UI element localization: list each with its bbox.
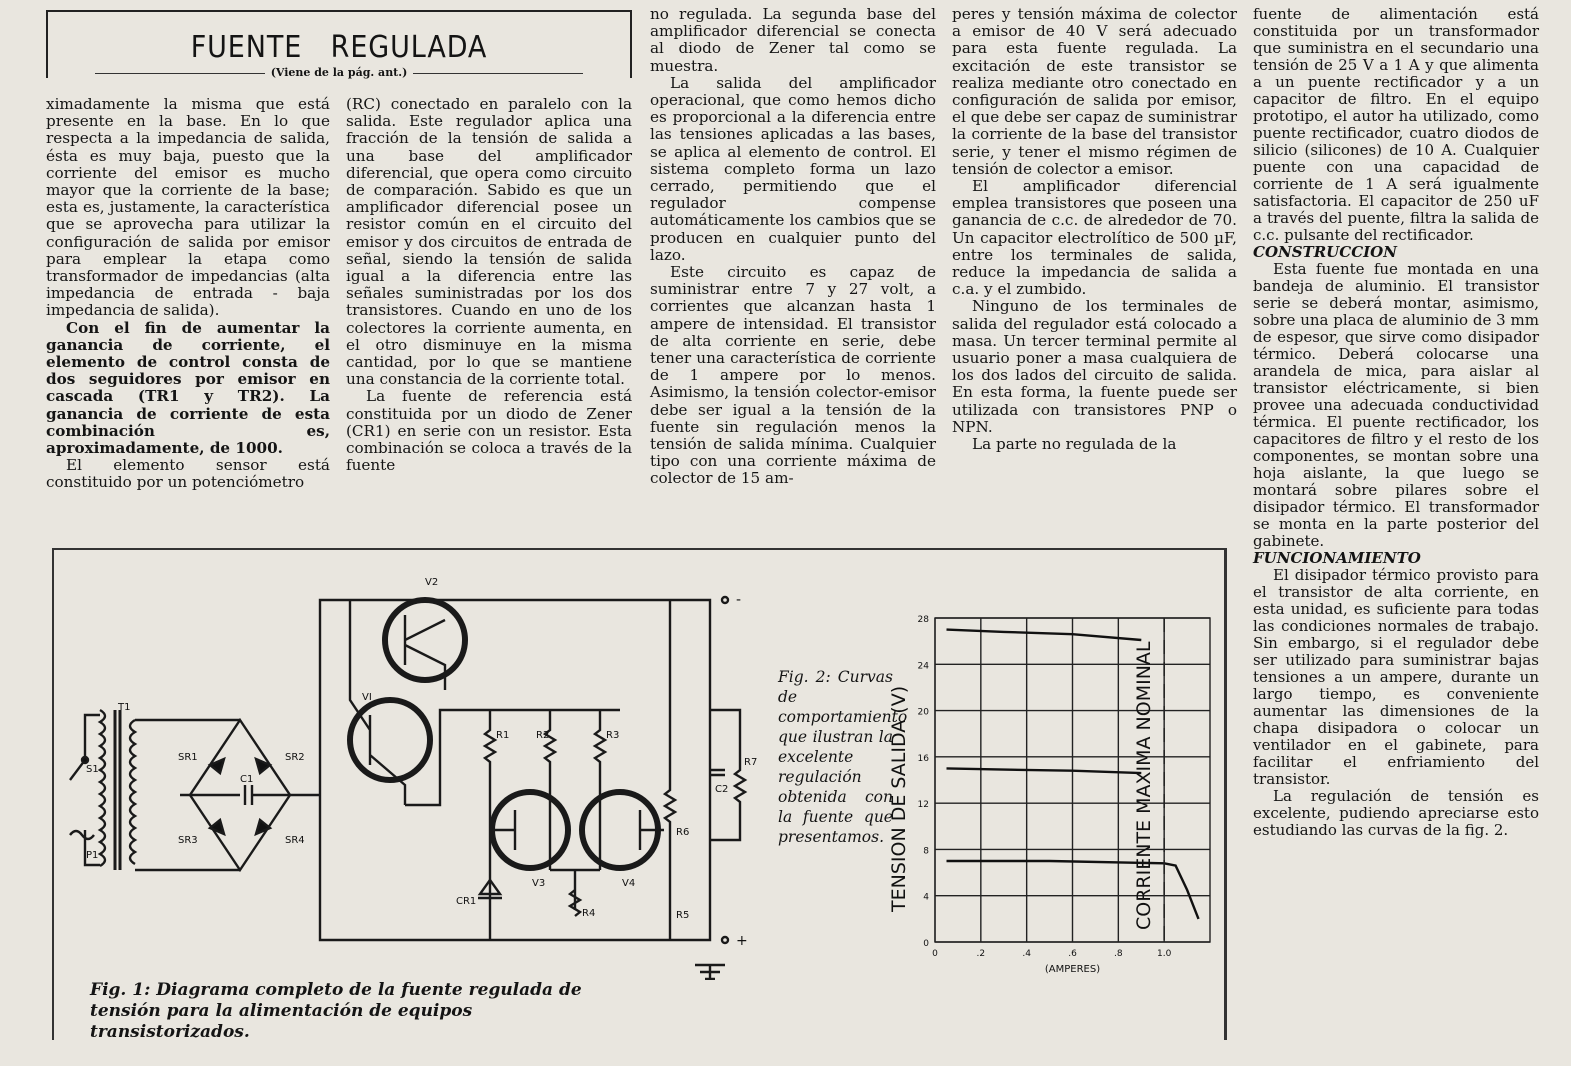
r1-label: R1 [496, 730, 510, 741]
c1-label: C1 [240, 774, 254, 785]
r2-label: R2 [536, 730, 550, 741]
column-3 [650, 6, 936, 488]
diode-icon [210, 759, 270, 834]
ground-icon [695, 965, 725, 980]
x-tick-label: .8 [1114, 949, 1123, 959]
page-title: FUENTE REGULADA [190, 30, 488, 65]
y-tick-label: 12 [917, 800, 929, 811]
regulation-chart [880, 600, 1220, 990]
cr1-label: CR1 [456, 896, 477, 907]
paragraph: El elemento sensor está constituido por un potenciómetro [46, 456, 330, 492]
sr2-label: SR2 [285, 752, 305, 763]
x-tick-label: .6 [1068, 949, 1077, 959]
transistor-v2-icon [385, 600, 465, 680]
column-5 [1253, 6, 1539, 839]
paragraph: no regulada. La segunda base del amplificador diferencial se conecta al diodo de Zener tal como se muestra. [650, 5, 936, 75]
y-tick-label: 4 [923, 892, 929, 903]
figure-2-caption: Fig. 2: Curvas de comportamiento que ilustran la excelente regulación obtenida con la fuente que presentamos. [778, 668, 908, 846]
sr4-label: SR4 [285, 835, 305, 846]
paragraph: Ninguno de los terminales de salida del regulador está colocado a masa. Un tercer terminal permite al usuario poner a masa cualquiera de los dos lados del circuito de salida. En esta forma, la fuente puede ser utilizada con transistores PNP o NPN. [952, 297, 1237, 436]
paragraph: Con el fin de aumentar la ganancia de corriente, el elemento de control consta de dos seguidores por emisor en cascada (TR1 y TR2). La ganancia de corriente de esta combinación es, aproximadamente, de 1000. [46, 318, 330, 458]
circuit-schematic [60, 560, 770, 980]
t1-label: T1 [118, 702, 131, 713]
r6-label: R6 [676, 827, 690, 838]
series-line [947, 630, 1142, 640]
y-tick-label: 20 [917, 707, 929, 718]
paragraph: peres y tensión máxima de colector a emisor de 40 V será adecuado para esta fuente regulada. La excitación de este transistor se realiza mediante otro conectado en configuración de salida por emisor, el que debe ser capaz de suministrar la corriente de la base del transistor serie, y tener el mismo régimen de tensión de colector a emisor. [952, 5, 1237, 178]
section-heading: CONSTRUCCION [1253, 243, 1397, 261]
paragraph: ximadamente la misma que está presente en la base. En lo que respecta a la impedancia de salida, ésta es muy baja, puesto que la corriente del emisor es mucho mayor que la corriente de la base; esta es, justamente, la característica que se aprovecha para utilizar la configuración de salida por emisor para emplear la etapa como transformador de impedancias (alta impedancia de entrada - baja impedancia de salida). [46, 95, 330, 320]
y-tick-label: 0 [923, 939, 929, 949]
paragraph: La parte no regulada de la [972, 435, 1177, 454]
p1-label: P1 [86, 850, 99, 861]
s1-label: S1 [86, 764, 99, 775]
x-tick-label: 0 [932, 949, 938, 959]
paragraph: El disipador térmico provisto para el transistor de alta corriente, en esta unidad, es suficiente para todas las condiciones normales de trabajo. Sin embargo, si el regulador debe ser utilizado para suministrar bajas tensiones a un ampere, durante un largo tiempo, es conveniente aumentar las dimensiones de la chapa disipadora o colocar un ventilador en el gabinete, para facilitar el enfriamiento del transistor. [1253, 566, 1539, 788]
series-line [947, 768, 1142, 773]
v1-label: VI [362, 692, 372, 703]
r5-label: R5 [676, 910, 690, 921]
column-4 [952, 6, 1237, 453]
x-axis-label: (AMPERES) [1044, 964, 1101, 975]
transformer-icon [100, 710, 135, 870]
v3-label: V3 [532, 878, 546, 889]
column-1 [46, 96, 330, 492]
y-tick-label: 8 [923, 846, 929, 857]
x-tick-label: .4 [1022, 949, 1031, 959]
column-2 [346, 96, 632, 474]
paragraph: La fuente de referencia está constituida por un diodo de Zener (CR1) en serie con un resistor. Esta combinación se coloca a través de la fuente [346, 387, 632, 475]
paragraph: fuente de alimentación está constituida por un transformador que suministra en el secundario una tensión de 25 V a 1 A y que alimenta a un puente rectificador y a un capacitor de filtro. En el equipo prototipo, el autor ha utilizado, como puente rectificador, cuatro diodos de silicio (silicones) de 10 A. Cualquier puente con una capacidad de corriente de 1 A será igualmente satisfactoria. El capacitor de 250 uF a través del puente, filtra la salida de c.c. pulsante del rectificador. [1253, 5, 1539, 244]
transistor-v1-icon [350, 700, 430, 780]
y-tick-label: 16 [917, 753, 929, 764]
section-heading: FUNCIONAMIENTO [1253, 549, 1421, 567]
y-tick-label: 28 [917, 615, 929, 625]
annotation-label: CORRIENTE MAXIMA NOMINAL [1133, 641, 1156, 930]
paragraph: Esta fuente fue montada en una bandeja de aluminio. El transistor serie se deberá montar, asimismo, sobre una placa de aluminio de 3 mm de espesor, que sirve como disipador térmico. Deberá colocarse una arandela de mica, para aislar al transistor eléctricamente, si bien provee una adecuada conductividad térmica. El puente rectificador, los capacitores de filtro y el resto de los componentes, se montan sobre una hoja aislante, la que luego se montará sobre pilares sobre el disipador térmico. El transformador se monta en la parte posterior del gabinete. [1253, 260, 1539, 550]
continued-note: (Viene de la pág. ant.) [46, 66, 632, 79]
x-tick-label: .2 [976, 949, 986, 959]
figure-1-caption: Fig. 1: Diagrama completo de la fuente regulada de tensión para la alimentación de equipos transistorizados. [90, 980, 582, 1042]
paragraph: La regulación de tensión es excelente, pudiendo apreciarse esto estudiando las curvas de la fig. 2. [1253, 787, 1539, 839]
paragraph: La salida del amplificador operacional, que como hemos dicho es proporcional a la diferencia entre las tensiones aplicadas a las bases, se aplica al elemento de control. El sistema completo forma un lazo cerrado, permitiendo que el regulador compense automáticamente los cambios que se producen en cualquier punto del lazo. [650, 73, 936, 264]
y-tick-label: 24 [917, 661, 929, 672]
x-tick-label: 1.0 [1157, 949, 1172, 959]
paragraph: Este circuito es capaz de suministrar entre 7 y 27 volt, a corrientes que alcanzan hasta 1 ampere de intensidad. El transistor de alta corriente en serie, debe tener una característica de corriente de 1 ampere por lo menos. Asimismo, la tensión colector-emisor debe ser igual a la tensión de la fuente sin regulación menos la tensión de salida mínima. Cualquier tipo con una corriente máxima de colector de 15 am- [650, 263, 936, 488]
paragraph: El amplificador diferencial emplea transistores que poseen una ganancia de c.c. de alrededor de 70. Un capacitor electrolítico de 500 µF, entre los terminales de salida, reduce la impedancia de salida a c.a. y el zumbido. [952, 177, 1237, 299]
v2-label: V2 [425, 577, 439, 588]
y-axis-label: TENSION DE SALIDA (V) [888, 685, 910, 912]
minus-terminal: - [736, 592, 742, 608]
sr3-label: SR3 [178, 835, 198, 846]
paragraph: (RC) conectado en paralelo con la salida. Este regulador aplica una fracción de la tensión de salida a una base del amplificador diferencial, que opera como circuito de comparación. Sabido es que un amplificador diferencial posee un resistor común en el circuito del emisor y dos circuitos de entrada de señal, siendo la tensión de salida igual a la diferencia entre las señales suministradas por los dos transistores. Cuando en uno de los colectores la corriente aumenta, en el otro disminuye en la misma cantidad, por lo que se mantiene una constancia de la corriente total. [346, 95, 632, 389]
r4-label: R4 [582, 908, 596, 919]
r7-label: R7 [744, 757, 758, 768]
c2-label: C2 [715, 784, 729, 795]
plus-terminal: + [736, 933, 748, 949]
sr1-label: SR1 [178, 752, 198, 763]
v4-label: V4 [622, 878, 636, 889]
r3-label: R3 [606, 730, 620, 741]
